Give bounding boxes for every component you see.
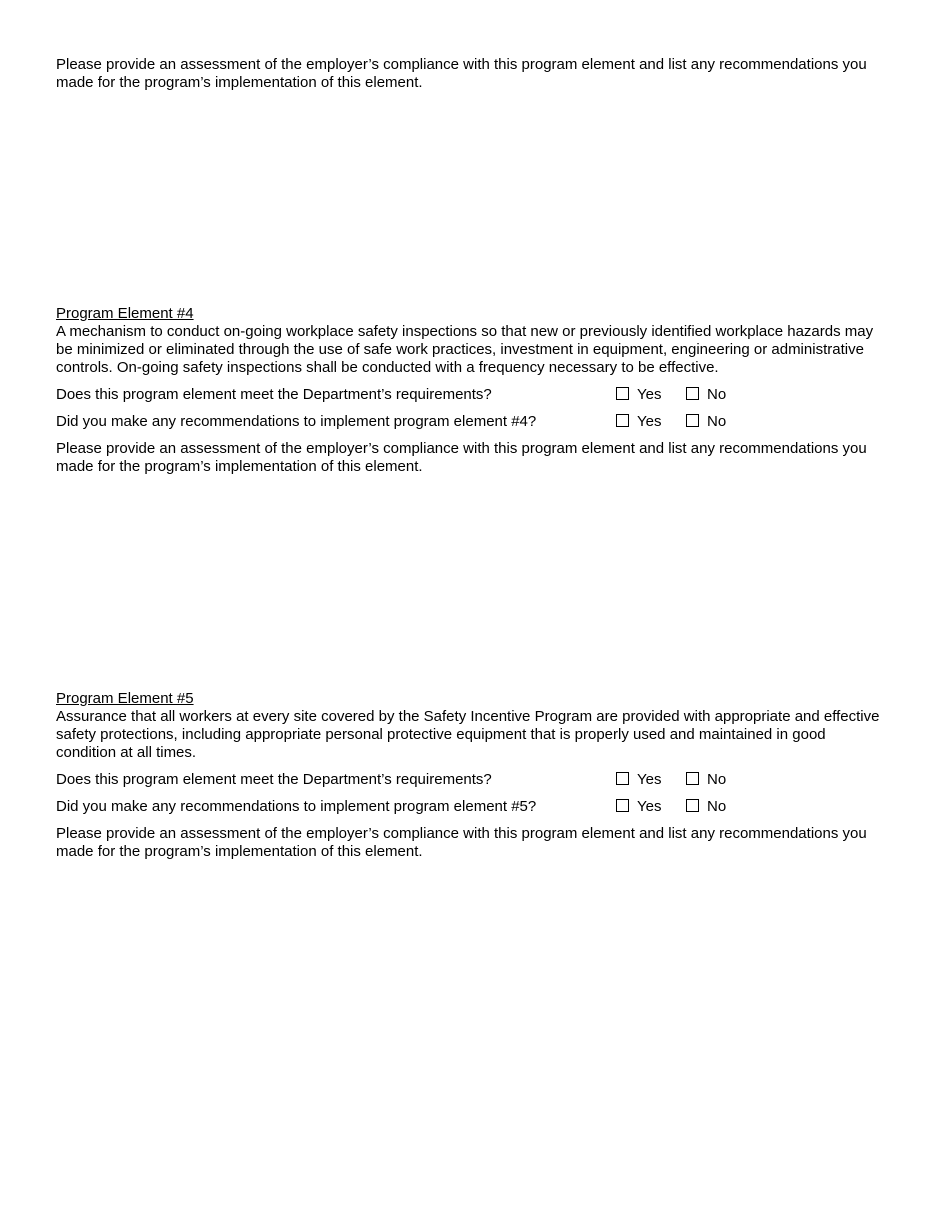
element-4-requirements-text: Does this program element meet the Department’s requirements? xyxy=(56,386,492,403)
no-label: No xyxy=(707,771,727,788)
assessment-prompt-element-5: Please provide an assessment of the employer’s compliance with this program element and list any recommendations you made for the program’s implementation of this element. xyxy=(56,825,867,860)
program-element-5-description: Assurance that all workers at every site covered by the Safety Incentive Program are provided with appropriate and effective safety protections, including appropriate personal protective equipment that is properly used and maintained in good condition at all times. xyxy=(56,708,880,761)
yes-label: Yes xyxy=(637,386,662,403)
element-5-requirements-text: Does this program element meet the Department’s requirements? xyxy=(56,771,492,788)
assessment-prompt-element-3: Please provide an assessment of the employer’s compliance with this program element and list any recommendations you made for the program’s implementation of this element. xyxy=(56,56,867,91)
element-4-recommendations-question xyxy=(56,413,886,431)
element-4-requirements-question xyxy=(56,386,886,404)
assessment-prompt-element-4: Please provide an assessment of the employer’s compliance with this program element and list any recommendations you made for the program’s implementation of this element. xyxy=(56,440,867,475)
element-5-requirements-yes-checkbox[interactable] xyxy=(616,772,629,785)
element-5-recommendations-question xyxy=(56,798,886,816)
program-element-4-description: A mechanism to conduct on-going workplace safety inspections so that new or previously identified workplace hazards may be minimized or eliminated through the use of safe work practices, investment in equipment, engineering or administrative controls. On-going safety inspections shall be conducted with a frequency necessary to be effective. xyxy=(56,323,874,376)
program-element-5-heading: Program Element #5 xyxy=(56,690,194,707)
element-5-recommendations-no-checkbox[interactable] xyxy=(686,799,699,812)
element-4-recommendations-text: Did you make any recommendations to implement program element #4? xyxy=(56,413,537,430)
element-4-requirements-yes-checkbox[interactable] xyxy=(616,387,629,400)
yes-label: Yes xyxy=(637,413,662,430)
element-5-requirements-no-checkbox[interactable] xyxy=(686,772,699,785)
program-element-4-heading: Program Element #4 xyxy=(56,305,194,322)
no-label: No xyxy=(707,413,727,430)
no-label: No xyxy=(707,798,727,815)
element-5-recommendations-yes-checkbox[interactable] xyxy=(616,799,629,812)
yes-label: Yes xyxy=(637,798,662,815)
element-4-recommendations-yes-checkbox[interactable] xyxy=(616,414,629,427)
element-5-requirements-question xyxy=(56,771,886,789)
element-5-recommendations-text: Did you make any recommendations to implement program element #5? xyxy=(56,798,537,815)
element-4-requirements-no-checkbox[interactable] xyxy=(686,387,699,400)
element-4-recommendations-no-checkbox[interactable] xyxy=(686,414,699,427)
yes-label: Yes xyxy=(637,771,662,788)
no-label: No xyxy=(707,386,727,403)
